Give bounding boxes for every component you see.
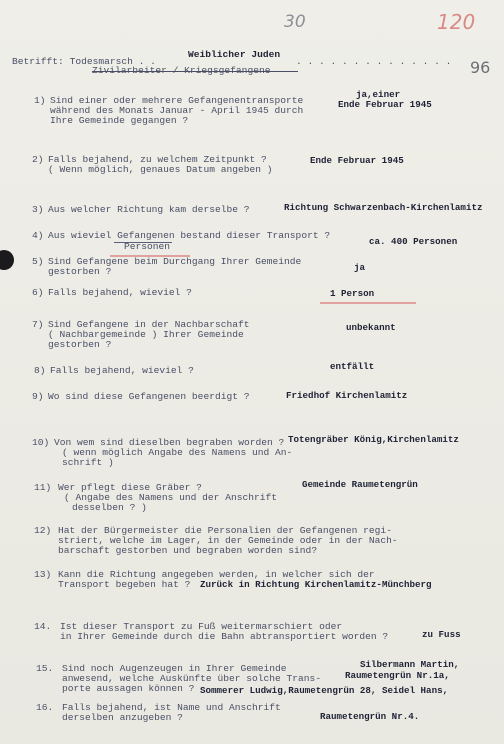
q4-answer1: ca. 400 Personen	[369, 236, 458, 247]
q15-line3: porte aussagen können ?	[62, 683, 195, 694]
q7-line1: Sind Gefangene in der Nachbarschaft	[48, 319, 250, 330]
q5-answer1: ja	[354, 262, 366, 273]
q4-number: 4)	[32, 230, 44, 241]
q2-number: 2)	[32, 154, 44, 165]
q16-number: 16.	[36, 702, 54, 713]
q7-line3: gestorben ?	[48, 339, 112, 350]
q10-answer1: Totengräber König,Kirchenlamitz	[288, 434, 459, 445]
subject-dots: . . . . . . . . . . . . . .	[296, 56, 452, 67]
q5-number: 5)	[32, 256, 44, 267]
q6-redline	[320, 302, 416, 304]
q1-number: 1)	[34, 95, 46, 106]
strikethrough	[92, 71, 298, 72]
q15-number: 15.	[36, 663, 54, 674]
q3-line1: Aus welcher Richtung kam derselbe ?	[48, 204, 250, 215]
q13-answer1: Zurück in Richtung Kirchenlamitz-Münchberg	[200, 579, 432, 590]
q11-answer1: Gemeinde Raumetengrün	[302, 479, 418, 490]
q5-line2: gestorben ?	[48, 266, 112, 277]
q16-answer1: Raumetengrün Nr.4.	[320, 711, 420, 722]
q16-line1: Falls bejahend, ist Name und Anschrift	[62, 702, 281, 713]
q10-number: 10)	[32, 437, 50, 448]
q1-line3: Ihre Gemeinde gegangen ?	[50, 115, 189, 126]
q1-answer1: ja,einer	[356, 89, 401, 100]
q2-answer1: Ende Februar 1945	[310, 155, 404, 166]
q7-line2: ( Nachbargemeinde ) Ihrer Gemeinde	[48, 329, 244, 340]
q14-line1: Ist dieser Transport zu Fuß weitermarschiert oder	[60, 621, 343, 632]
q14-answer1: zu Fuss	[422, 629, 461, 640]
q2-line2: ( Wenn möglich, genaues Datum angeben )	[48, 164, 273, 175]
q13-line2: Transport begeben hat ?	[58, 579, 191, 590]
q2-line1: Falls bejahend, zu welchem Zeitpunkt ?	[48, 154, 267, 165]
q11-line2: ( Angabe des Namens und der Anschrift	[64, 492, 278, 503]
q15-line1: Sind noch Augenzeugen in Ihrer Gemeinde	[62, 663, 287, 674]
subject-choice: Weiblicher Juden	[188, 49, 281, 60]
q3-number: 3)	[32, 204, 44, 215]
q12-number: 12)	[34, 525, 52, 536]
q16-line2: derselben anzugeben ?	[62, 712, 183, 723]
punch-hole-top	[0, 250, 14, 270]
q12-line3: barschaft gestorben und begraben worden sind?	[58, 545, 318, 556]
q8-line1: Falls bejahend, wieviel ?	[50, 365, 194, 376]
q12-line2: striert, welche im Lager, in der Gemeinde oder in der Nach-	[58, 535, 398, 546]
q10-line3: schrift )	[62, 457, 114, 468]
q14-number: 14.	[34, 621, 52, 632]
q13-line1: Kann die Richtung angegeben werden, in welcher sich der	[58, 569, 375, 580]
q6-line1: Falls bejahend, wieviel ?	[48, 287, 192, 298]
q7-answer1: unbekannt	[346, 322, 396, 333]
q15-line2: anwesend, welche Auskünfte über solche Trans-	[62, 673, 322, 684]
q10-line1: Von wem sind dieselben begraben worden ?	[54, 437, 285, 448]
q14-line2: in Ihrer Gemeinde durch die Bahn abtransportiert worden ?	[60, 631, 389, 642]
pencil-number: 30	[284, 12, 306, 32]
page-number: 96	[470, 58, 491, 77]
q11-number: 11)	[34, 482, 52, 493]
q3-answer1: Richtung Schwarzenbach-Kirchenlamitz	[284, 202, 483, 213]
subject-prefix: Betrifft: Todesmarsch . .	[12, 56, 156, 67]
q11-line3: desselben ? )	[72, 502, 147, 513]
q8-answer1: entfällt	[330, 361, 375, 372]
q10-line2: ( wenn möglich Angabe des Namens und An-	[62, 447, 293, 458]
q9-number: 9)	[32, 391, 44, 402]
q12-line1: Hat der Bürgermeister die Personalien der Gefangenen regi-	[58, 525, 392, 536]
subject-line2: Zivilarbeiter / Kriegsgefangene	[92, 65, 271, 76]
red-scribble: 120	[437, 10, 476, 34]
q4-line1: Aus wieviel Gefangenen bestand dieser Transport ?	[48, 230, 331, 241]
q1-answer2: Ende Februar 1945	[338, 99, 432, 110]
q1-line2: während des Monats Januar - April 1945 durch	[50, 105, 304, 116]
q7-number: 7)	[32, 319, 44, 330]
q15-answer3: Sommerer Ludwig,Raumetengrün 28, Seidel Hans,	[200, 685, 449, 696]
q9-line1: Wo sind diese Gefangenen beerdigt ?	[48, 391, 250, 402]
q11-line1: Wer pflegt diese Gräber ?	[58, 482, 202, 493]
q9-answer1: Friedhof Kirchenlamitz	[286, 390, 408, 401]
q6-answer1: 1 Person	[330, 288, 375, 299]
q1-line1: Sind einer oder mehrere Gefangenentransporte	[50, 95, 304, 106]
q6-number: 6)	[32, 287, 44, 298]
q8-number: 8)	[34, 365, 46, 376]
q15-answer1: Silbermann Martin,	[360, 659, 460, 670]
q5-line1: Sind Gefangene beim Durchgang Ihrer Gemeinde	[48, 256, 302, 267]
q4-line2: Personen	[124, 241, 171, 252]
q15-answer2: Raumetengrün Nr.1a,	[345, 670, 450, 681]
q13-number: 13)	[34, 569, 52, 580]
